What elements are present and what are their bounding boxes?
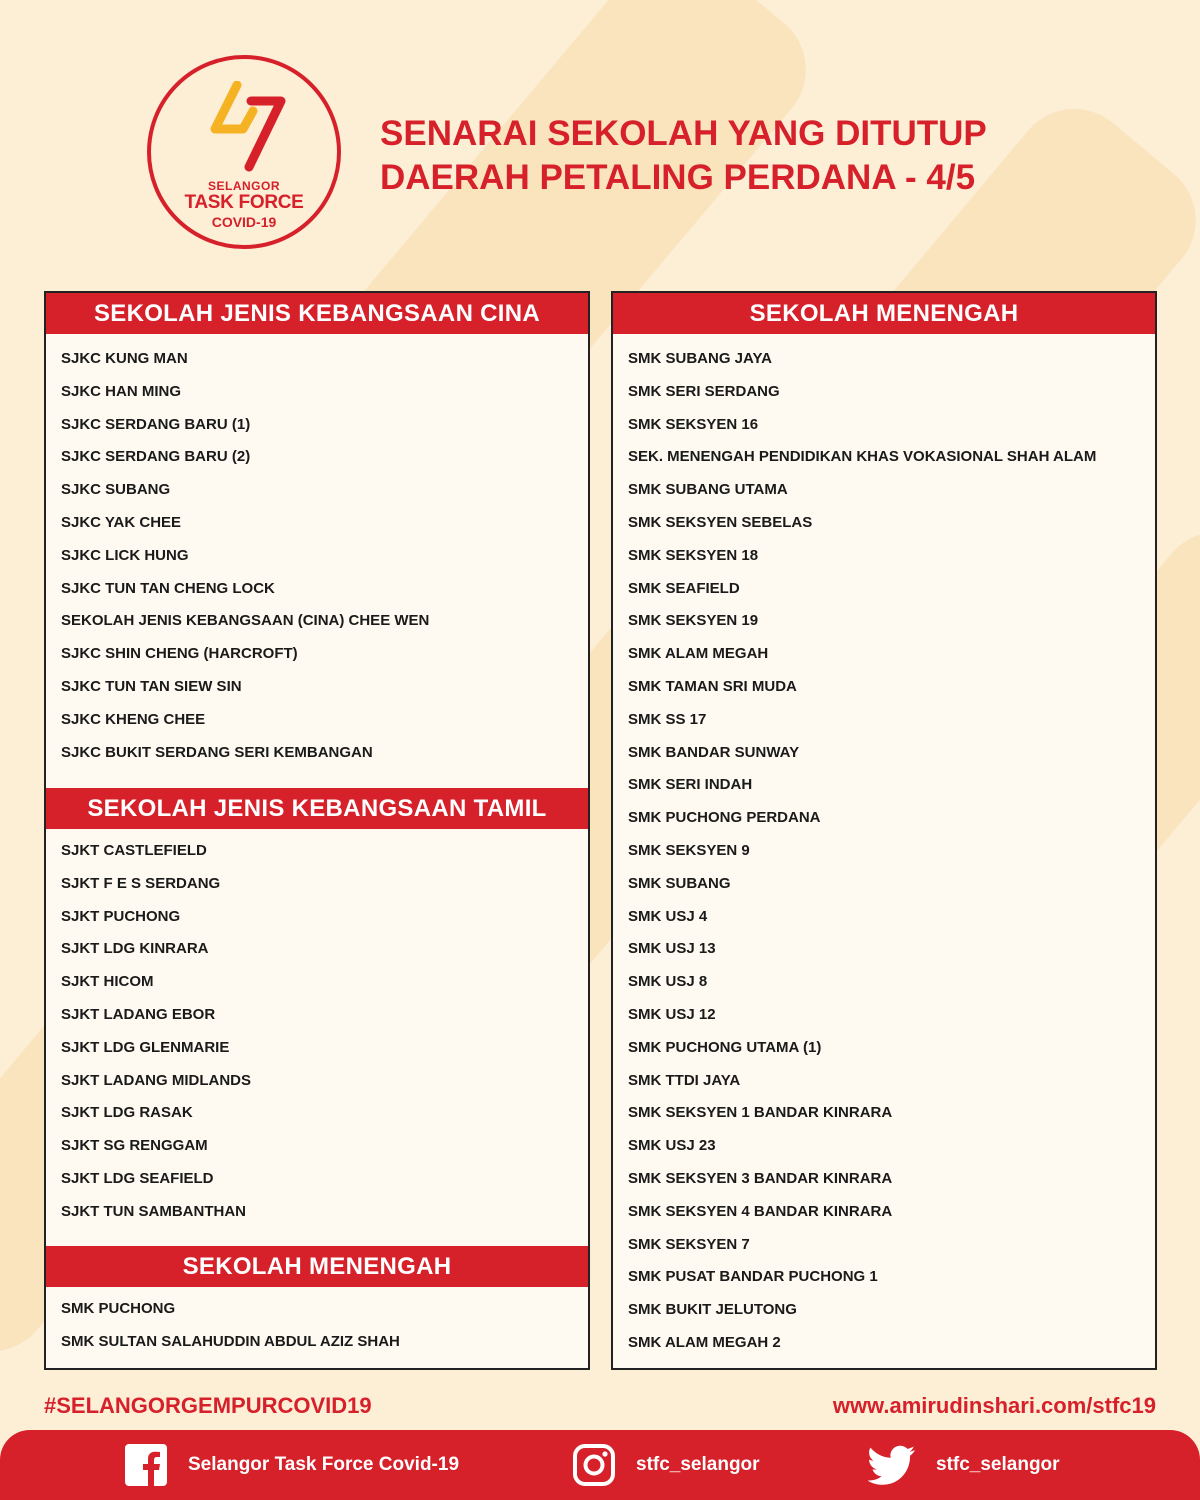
list-item: SMK ALAM MEGAH 2 [628,1333,781,1351]
list-item: SJKT LADANG EBOR [61,1005,216,1023]
list-item: SJKC SERDANG BARU (1) [61,415,251,433]
list-item: SMK SERI SERDANG [628,382,780,400]
left-panel [44,291,590,1370]
section-heading-smk-left: SEKOLAH MENENGAH [46,1246,588,1287]
hashtag: #SELANGORGEMPURCOVID19 [44,1393,372,1418]
section-heading-smk-right: SEKOLAH MENENGAH [613,293,1155,334]
list-item: SJKC HAN MING [61,382,182,400]
list-item: SJKT F E S SERDANG [61,874,221,892]
twitter-label: stfc_selangor [936,1454,1060,1475]
list-item: SJKT LDG KINRARA [61,940,209,958]
list-item: SMK SEKSYEN 16 [628,415,759,433]
instagram-icon [572,1443,616,1487]
footer-bar [0,1430,1200,1500]
twitter-link[interactable] [868,1442,1060,1488]
list-item: SMK SEKSYEN 1 BANDAR KINRARA [628,1104,893,1122]
list-item: SMK USJ 4 [628,907,708,925]
list-item: SJKC SUBANG [61,481,171,499]
list-item: SJKT LADANG MIDLANDS [61,1071,251,1089]
list-item: SMK SS 17 [628,710,707,728]
section-heading-sjkt: SEKOLAH JENIS KEBANGSAAN TAMIL [46,788,588,829]
list-item: SMK USJ 12 [628,1005,716,1023]
instagram-link[interactable] [572,1442,760,1488]
list-item: SJKC LICK HUNG [61,546,189,564]
list-item: SJKC TUN TAN SIEW SIN [61,677,242,695]
smk-left-list [61,1293,580,1359]
list-item: SMK SEKSYEN 4 BANDAR KINRARA [628,1202,893,1220]
list-item: SMK TTDI JAYA [628,1071,741,1089]
list-item: SJKT SG RENGGAM [61,1137,208,1155]
list-item: SMK USJ 13 [628,940,716,958]
page-title [380,112,1160,200]
list-item: SMK PUCHONG [61,1300,176,1317]
list-item: SMK PUCHONG UTAMA (1) [628,1038,822,1056]
list-item: SJKC KHENG CHEE [61,710,206,728]
website-link[interactable]: www.amirudinshari.com/stfc19 [832,1393,1156,1418]
list-item: SMK SEKSYEN 9 [628,841,750,859]
list-item: SMK SUBANG JAYA [628,350,772,367]
instagram-label: stfc_selangor [636,1454,760,1475]
logo-text-line3: COVID-19 [211,214,277,230]
list-item: SMK BANDAR SUNWAY [628,743,800,761]
list-item: SMK SEKSYEN 18 [628,546,759,564]
logo-text-line1: SELANGOR [207,179,280,193]
list-item: SMK PUCHONG PERDANA [628,809,821,827]
list-item: SJKT LDG RASAK [61,1104,193,1122]
list-item: SMK SEAFIELD [628,579,740,597]
task-force-logo [147,55,341,249]
list-item: SJKC SHIN CHENG (HARCROFT) [61,645,298,663]
lightning-logo-icon [209,81,287,173]
list-item: SMK PUSAT BANDAR PUCHONG 1 [628,1268,878,1286]
sjkc-list [61,343,580,769]
sjkt-list [61,835,580,1229]
list-item: SMK BUKIT JELUTONG [628,1301,797,1319]
right-panel [611,291,1157,1370]
list-item: SMK USJ 8 [628,973,708,991]
list-item: SJKT TUN SAMBANTHAN [61,1202,246,1220]
list-item: SJKC SERDANG BARU (2) [61,448,251,466]
list-item: SMK SEKSYEN 7 [628,1235,750,1253]
list-item: SMK SERI INDAH [628,776,753,794]
logo-text-line2: TASK FORCE [184,192,304,213]
facebook-link[interactable] [124,1442,459,1488]
list-item: SMK SEKSYEN 19 [628,612,759,630]
list-item: SEKOLAH JENIS KEBANGSAAN (CINA) CHEE WEN [61,612,430,630]
title-line2: DAERAH PETALING PERDANA - 4/5 [380,158,976,197]
list-item: SMK SULTAN SALAHUDDIN ABDUL AZIZ SHAH [61,1332,400,1350]
list-item: SMK SUBANG UTAMA [628,481,788,499]
list-item: SMK TAMAN SRI MUDA [628,677,797,695]
list-item: SEK. MENENGAH PENDIDIKAN KHAS VOKASIONAL SHAH ALAM [628,448,1097,466]
list-item: SMK USJ 23 [628,1137,716,1155]
list-item: SJKT CASTLEFIELD [61,842,207,859]
list-item: SJKC TUN TAN CHENG LOCK [61,579,275,597]
list-item: SMK SEKSYEN SEBELAS [628,513,813,531]
twitter-icon [868,1444,916,1486]
list-item: SJKT HICOM [61,973,154,991]
list-item: SJKC BUKIT SERDANG SERI KEMBANGAN [61,743,373,761]
list-item: SMK ALAM MEGAH [628,645,769,663]
facebook-label: Selangor Task Force Covid-19 [188,1454,460,1475]
smk-right-list [628,343,1147,1360]
list-item: SMK SEKSYEN 3 BANDAR KINRARA [628,1169,893,1187]
list-item: SJKT PUCHONG [61,907,181,925]
title-line1: SENARAI SEKOLAH YANG DITUTUP [380,114,987,153]
section-heading-sjkc: SEKOLAH JENIS KEBANGSAAN CINA [46,293,588,334]
list-item: SJKT LDG GLENMARIE [61,1038,230,1056]
list-item: SJKC YAK CHEE [61,513,182,531]
list-item: SMK SUBANG [628,874,731,892]
list-item: SJKC KUNG MAN [61,350,188,367]
facebook-icon [124,1443,168,1487]
list-item: SJKT LDG SEAFIELD [61,1169,214,1187]
